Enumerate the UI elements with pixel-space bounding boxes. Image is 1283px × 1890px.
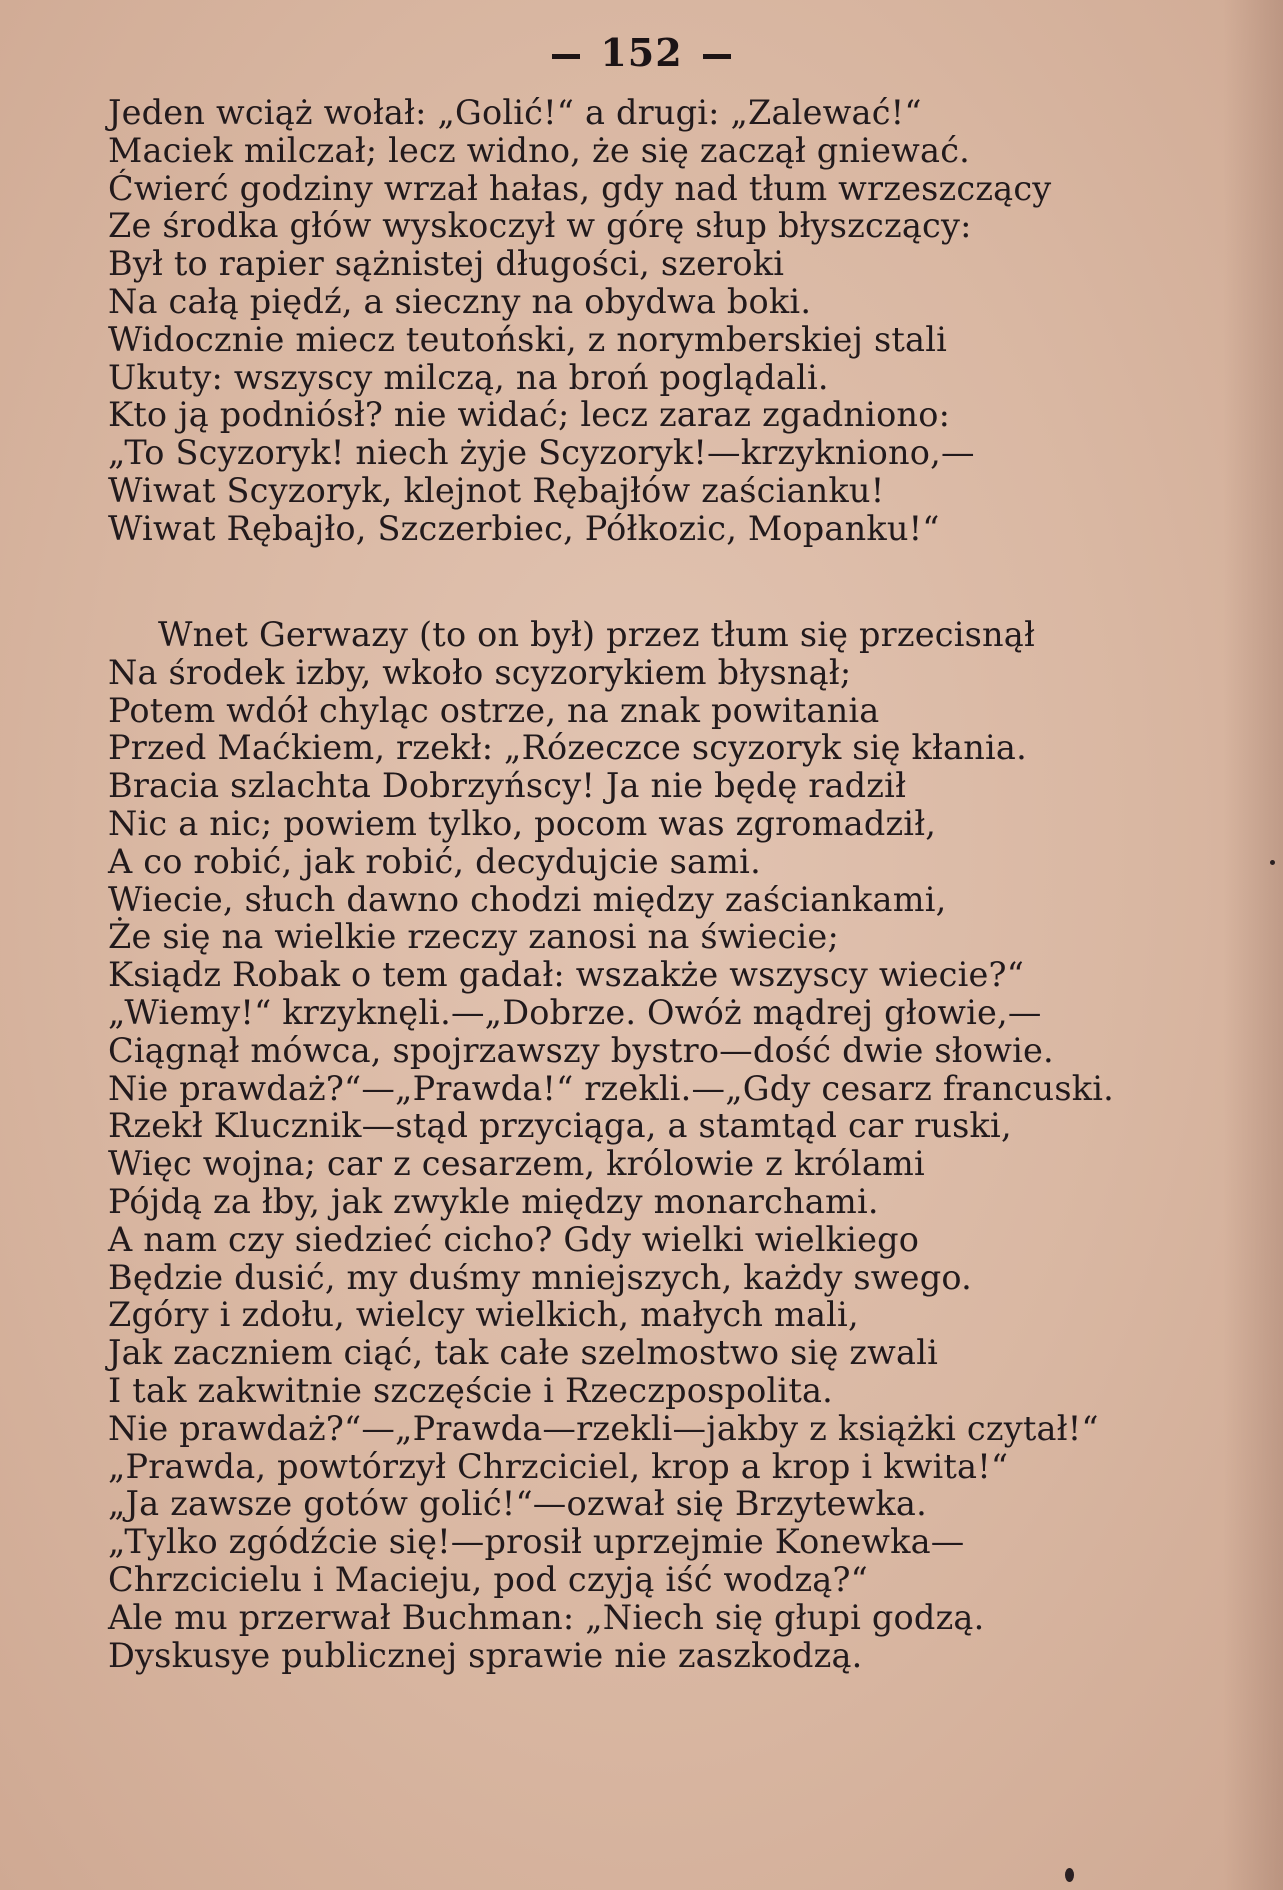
verse-line: Ksiądz Robak o tem gadał: wszakże wszyscy wiecie?“: [108, 955, 1025, 995]
verse-line: Nie prawdaż?“—„Prawda—rzekli—jakby z książki czytał!“: [108, 1408, 1099, 1448]
verse-line: Nie prawdaż?“—„Prawda!“ rzekli.—„Gdy cesarz francuski.: [108, 1068, 1114, 1108]
verse-line: Będzie dusić, my duśmy mniejszych, każdy swego.: [108, 1257, 972, 1297]
stanza-1: [108, 94, 1188, 548]
verse-line: „Ja zawsze gotów golić!“—ozwał się Brzytewka.: [108, 1484, 927, 1524]
verse-line: „Prawda, powtórzył Chrzciciel, krop a krop i kwita!“: [108, 1446, 1009, 1486]
page-number: 152: [600, 30, 683, 75]
verse-line: Maciek milczał; lecz widno, że się zaczął gniewać.: [108, 130, 971, 170]
verse-line: Ukuty: wszyscy milczą, na broń poglądali.: [108, 357, 829, 397]
verse-line: Ze środka głów wyskoczył w górę słup błyszczący:: [108, 206, 972, 246]
verse-line: Potem wdół chyląc ostrze, na znak powitania: [108, 690, 880, 730]
verse-line: Wiecie, słuch dawno chodzi między zaściankami,: [108, 879, 947, 919]
verse-line: Wiwat Scyzoryk, klejnot Rębajłów zaścianku!: [108, 470, 885, 510]
verse-line: Ćwierć godziny wrzał hałas, gdy nad tłum wrzeszczący: [108, 168, 1052, 208]
verse-line: Ciągnął mówca, spojrzawszy bystro—dość dwie słowie.: [108, 1030, 1054, 1070]
verse-line: „Tylko zgódźcie się!—prosił uprzejmie Konewka—: [108, 1522, 965, 1562]
verse-line: Bracia szlachta Dobrzyńscy! Ja nie będę radził: [108, 766, 907, 806]
verse-line: Pójdą za łby, jak zwykle między monarchami.: [108, 1181, 879, 1221]
verse-line: Ale mu przerwał Buchman: „Niech się głupi godzą.: [108, 1597, 985, 1637]
verse-line: Że się na wielkie rzeczy zanosi na świecie;: [108, 917, 839, 957]
verse-line: Rzekł Klucznik—stąd przyciąga, a stamtąd car ruski,: [108, 1106, 1012, 1146]
verse-line: Przed Maćkiem, rzekł: „Rózeczce scyzoryk się kłania.: [108, 728, 1027, 768]
verse-line: „To Scyzoryk! niech żyje Scyzoryk!—krzykniono,—: [108, 433, 975, 473]
verse-line: Dyskusye publicznej sprawie nie zaszkodzą.: [108, 1635, 863, 1675]
verse-line-indented: Wnet Gerwazy (to on był) przez tłum się przecisnął: [158, 615, 1036, 654]
verse-line: A co robić, jak robić, decydujcie sami.: [108, 841, 761, 881]
verse-line: Chrzcicielu i Macieju, pod czyją iść wodzą?“: [108, 1559, 868, 1599]
header-dash-left: [552, 54, 580, 59]
paper-speck: [1270, 860, 1275, 865]
page-number-header: [0, 30, 1283, 75]
verse-line: Widocznie miecz teutoński, z norymberskiej stali: [108, 319, 948, 359]
verse-line: Wiwat Rębajło, Szczerbiec, Półkozic, Mopanku!“: [108, 508, 940, 548]
stanza-2: [108, 616, 1188, 1674]
verse-line: A nam czy siedzieć cicho? Gdy wielki wielkiego: [108, 1219, 920, 1259]
verse-line: Jeden wciąż wołał: „Golić!“ a drugi: „Zalewać!“: [108, 93, 922, 132]
verse-line: Jak zaczniem ciąć, tak całe szelmostwo się zwali: [108, 1333, 939, 1373]
page-edge-shadow: [1223, 0, 1283, 1890]
verse-line: „Wiemy!“ krzyknęli.—„Dobrze. Owóż mądrej głowie,—: [108, 992, 1042, 1032]
paper-speck: [1065, 1868, 1074, 1882]
verse-line: Więc wojna; car z cesarzem, królowie z królami: [108, 1144, 925, 1184]
verse-line: Nic a nic; powiem tylko, pocom was zgromadził,: [108, 803, 937, 843]
verse-line: I tak zakwitnie szczęście i Rzeczpospolita.: [108, 1370, 834, 1410]
verse-line: Zgóry i zdołu, wielcy wielkich, małych mali,: [108, 1295, 859, 1335]
verse-line: Był to rapier sążnistej długości, szeroki: [108, 244, 785, 284]
header-dash-right: [703, 54, 731, 59]
verse-line: Na środek izby, wkoło scyzorykiem błysnął;: [108, 652, 852, 692]
verse-line: Na całą piędź, a sieczny na obydwa boki.: [108, 281, 812, 321]
verse-line: Kto ją podniósł? nie widać; lecz zaraz zgadniono:: [108, 395, 951, 435]
